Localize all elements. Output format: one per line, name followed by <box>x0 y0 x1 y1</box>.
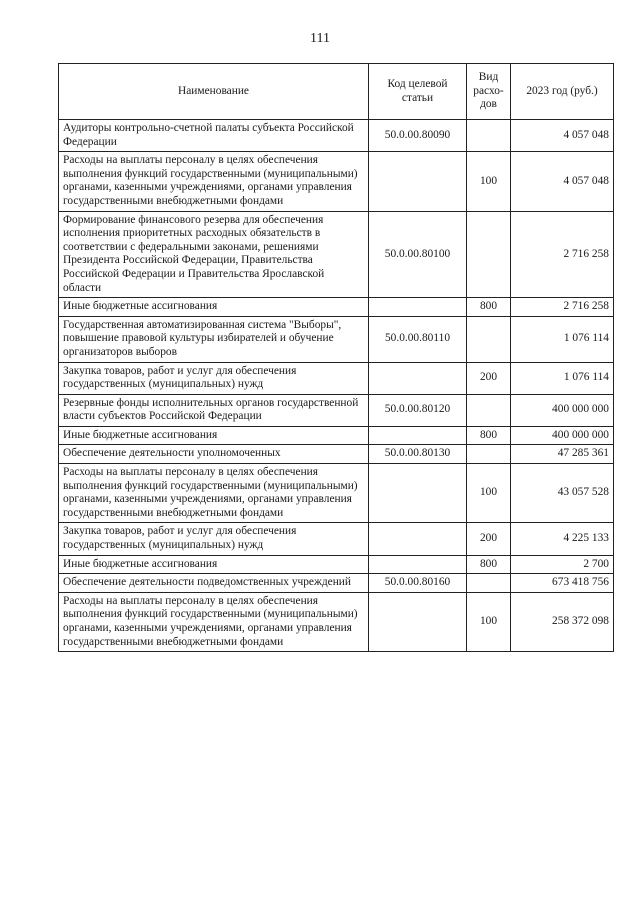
table-row <box>59 211 614 298</box>
cell-code <box>369 426 467 445</box>
table-row <box>59 152 614 211</box>
cell-code <box>369 298 467 317</box>
table-row <box>59 362 614 394</box>
cell-amount: 2 716 258 <box>511 298 614 317</box>
table-row <box>59 445 614 464</box>
table-row <box>59 426 614 445</box>
cell-type: 100 <box>467 152 511 211</box>
cell-type: 100 <box>467 592 511 651</box>
cell-type: 100 <box>467 464 511 523</box>
cell-type <box>467 394 511 426</box>
cell-code <box>369 523 467 555</box>
cell-name: Государственная автоматизированная система "Выборы", повышение правовой культуры избирателей и обучение организаторов выборов <box>59 316 369 362</box>
table-row <box>59 574 614 593</box>
cell-amount: 1 076 114 <box>511 316 614 362</box>
cell-amount: 47 285 361 <box>511 445 614 464</box>
cell-name: Расходы на выплаты персоналу в целях обеспечения выполнения функций государственными (муниципальными) органами, казенными учреждениями, органами управления государственными внебюджетными фондами <box>59 592 369 651</box>
cell-code <box>369 592 467 651</box>
cell-code: 50.0.00.80110 <box>369 316 467 362</box>
cell-code: 50.0.00.80100 <box>369 211 467 298</box>
cell-name: Иные бюджетные ассигнования <box>59 298 369 317</box>
column-header-amount: 2023 год (руб.) <box>511 64 614 120</box>
cell-amount: 4 057 048 <box>511 120 614 152</box>
cell-amount: 1 076 114 <box>511 362 614 394</box>
cell-name: Расходы на выплаты персоналу в целях обеспечения выполнения функций государственными (муниципальными) органами, казенными учреждениями, органами управления государственными внебюджетными фондами <box>59 152 369 211</box>
cell-code: 50.0.00.80120 <box>369 394 467 426</box>
table-body <box>59 120 614 652</box>
cell-amount: 400 000 000 <box>511 394 614 426</box>
cell-code <box>369 464 467 523</box>
cell-name: Иные бюджетные ассигнования <box>59 426 369 445</box>
cell-name: Аудиторы контрольно-счетной палаты субъекта Российской Федерации <box>59 120 369 152</box>
table-row <box>59 316 614 362</box>
cell-type: 200 <box>467 362 511 394</box>
cell-amount: 400 000 000 <box>511 426 614 445</box>
cell-amount: 673 418 756 <box>511 574 614 593</box>
table-row <box>59 120 614 152</box>
table-row <box>59 523 614 555</box>
cell-name: Формирование финансового резерва для обеспечения исполнения приоритетных расходных обязательств в соответствии с федеральными законами, решениями Президента Российской Федерации, Правительства Российской Федерации и Правительства Ярославской области <box>59 211 369 298</box>
cell-amount: 43 057 528 <box>511 464 614 523</box>
cell-type <box>467 211 511 298</box>
table-row <box>59 394 614 426</box>
cell-type <box>467 574 511 593</box>
column-header-code: Код целевой статьи <box>369 64 467 120</box>
cell-amount: 2 716 258 <box>511 211 614 298</box>
cell-code <box>369 555 467 574</box>
cell-code: 50.0.00.80160 <box>369 574 467 593</box>
table-header-row <box>59 64 614 120</box>
cell-code <box>369 362 467 394</box>
cell-type: 800 <box>467 555 511 574</box>
cell-code: 50.0.00.80130 <box>369 445 467 464</box>
cell-type: 800 <box>467 298 511 317</box>
cell-name: Закупка товаров, работ и услуг для обеспечения государственных (муниципальных) нужд <box>59 523 369 555</box>
table-row <box>59 464 614 523</box>
cell-type: 800 <box>467 426 511 445</box>
column-header-name: Наименование <box>59 64 369 120</box>
cell-type <box>467 316 511 362</box>
cell-code: 50.0.00.80090 <box>369 120 467 152</box>
table-row <box>59 555 614 574</box>
budget-table <box>58 63 614 652</box>
cell-amount: 2 700 <box>511 555 614 574</box>
page-number: 111 <box>310 31 330 46</box>
cell-type <box>467 445 511 464</box>
table-row <box>59 298 614 317</box>
cell-code <box>369 152 467 211</box>
column-header-type: Вид расхо-дов <box>467 64 511 120</box>
cell-name: Обеспечение деятельности уполномоченных <box>59 445 369 464</box>
cell-type <box>467 120 511 152</box>
cell-amount: 4 225 133 <box>511 523 614 555</box>
cell-name: Расходы на выплаты персоналу в целях обеспечения выполнения функций государственными (муниципальными) органами, казенными учреждениями, органами управления государственными внебюджетными фондами <box>59 464 369 523</box>
cell-type: 200 <box>467 523 511 555</box>
table-row <box>59 592 614 651</box>
cell-name: Резервные фонды исполнительных органов государственной власти субъектов Российской Федерации <box>59 394 369 426</box>
cell-amount: 4 057 048 <box>511 152 614 211</box>
cell-name: Иные бюджетные ассигнования <box>59 555 369 574</box>
cell-amount: 258 372 098 <box>511 592 614 651</box>
cell-name: Обеспечение деятельности подведомственных учреждений <box>59 574 369 593</box>
cell-name: Закупка товаров, работ и услуг для обеспечения государственных (муниципальных) нужд <box>59 362 369 394</box>
